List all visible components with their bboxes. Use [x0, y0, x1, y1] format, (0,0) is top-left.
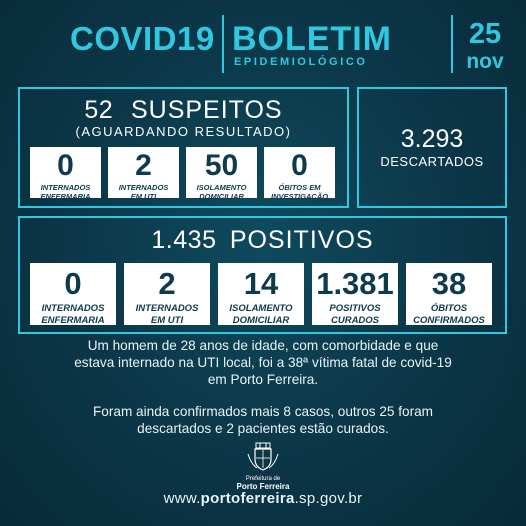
header-date-day: 25 [468, 18, 502, 50]
suspeitos-card-obitos-investigacao [264, 147, 335, 201]
suspeitos-count: 52 [84, 96, 114, 124]
crest-city-name: Porto Ferreira [236, 482, 290, 491]
card-label-line2: ENFERMARIA [41, 314, 105, 326]
card-label-line2: EM UTI [130, 191, 157, 201]
card-label-line1: INTERNADOS [41, 303, 105, 314]
footer-website-link[interactable] [0, 490, 526, 507]
descartados-label: DESCARTADOS [380, 154, 484, 169]
descartados-count: 3.293 [400, 125, 464, 153]
card-label-line2: CONFIRMADOS [413, 314, 485, 326]
card-label-line1: INTERNADOS [40, 183, 91, 192]
card-label-line2: EM UTI [150, 314, 184, 326]
card-value: 50 [204, 149, 239, 182]
card-label-line2: CURADOS [330, 314, 380, 326]
paragraph-1-line-1: Um homem de 28 anos de idade, com comorbidade e que [87, 338, 439, 353]
header-divider-left [222, 15, 224, 73]
city-crest-icon [236, 442, 290, 491]
bulletin-paragraph-2 [0, 403, 526, 437]
card-value: 0 [64, 266, 82, 301]
card-label-line1: ÓBITOS EM [278, 183, 321, 192]
positivos-title [20, 226, 505, 255]
suspeitos-note: (AGUARDANDO RESULTADO) [75, 124, 292, 139]
card-label-line1: INTERNADOS [135, 303, 199, 314]
card-value: 38 [431, 266, 467, 301]
card-value: 2 [135, 149, 152, 182]
card-value: 1.381 [316, 266, 394, 301]
card-label-line2: ENFERMARIA [40, 191, 91, 201]
positivos-count: 1.435 [151, 226, 217, 254]
suspeitos-panel [18, 87, 349, 208]
card-label-line1: POSITIVOS [329, 303, 381, 314]
card-label-line1: ISOLAMENTO [196, 183, 247, 192]
suspeitos-card-internados-uti [108, 147, 179, 201]
card-value: 14 [243, 266, 279, 301]
suspeitos-title [20, 96, 347, 125]
suspeitos-card-internados-enfermaria [30, 147, 101, 201]
positivos-card-internados-uti [124, 263, 210, 325]
url-suffix: .sp.gov.br [294, 490, 363, 507]
paragraph-1-line-2: estava internado na UTI local, foi a 38ª vítima fatal de covid-19 [74, 355, 452, 370]
suspeitos-card-isolamento [186, 147, 257, 201]
card-value: 0 [291, 149, 308, 182]
bulletin-paragraph-1 [0, 337, 526, 388]
paragraph-1-line-3: em Porto Ferreira. [207, 372, 319, 387]
url-domain: portoferreira [200, 490, 295, 507]
positivos-card-curados [312, 263, 398, 325]
descartados-panel [357, 87, 507, 208]
header-date-month: nov [466, 50, 504, 73]
positivos-panel [18, 216, 507, 334]
header-epidemiologico-subtitle: EPIDEMIOLÓGICO [234, 56, 368, 68]
header-covid-title: COVID19 [70, 20, 215, 57]
card-value: 2 [158, 266, 176, 301]
paragraph-2-line-1: Foram ainda confirmados mais 8 casos, outros 25 foram [93, 404, 433, 419]
positivos-card-isolamento [218, 263, 304, 325]
crest-prefeitura-text: Prefeitura de [245, 476, 281, 482]
suspeitos-label: SUSPEITOS [130, 96, 283, 124]
card-label-line2: DOMICILIAR [232, 314, 290, 326]
header-boletim-title: BOLETIM [232, 20, 392, 58]
paragraph-2-line-2: descartados e 2 pacientes estão curados. [137, 421, 389, 436]
card-value: 0 [57, 149, 74, 182]
card-label-line1: ÓBITOS [430, 303, 468, 314]
card-label-line2: INVESTIGAÇÃO [270, 191, 329, 201]
card-label-line1: INTERNADOS [118, 183, 169, 192]
url-prefix: www. [163, 490, 201, 507]
positivos-card-obitos-confirmados [406, 263, 492, 325]
positivos-card-internados-enfermaria [30, 263, 116, 325]
card-label-line1: ISOLAMENTO [229, 303, 293, 314]
positivos-label: POSITIVOS [229, 226, 374, 254]
header-divider-right [451, 15, 453, 73]
card-label-line2: DOMICILIAR [199, 191, 244, 201]
